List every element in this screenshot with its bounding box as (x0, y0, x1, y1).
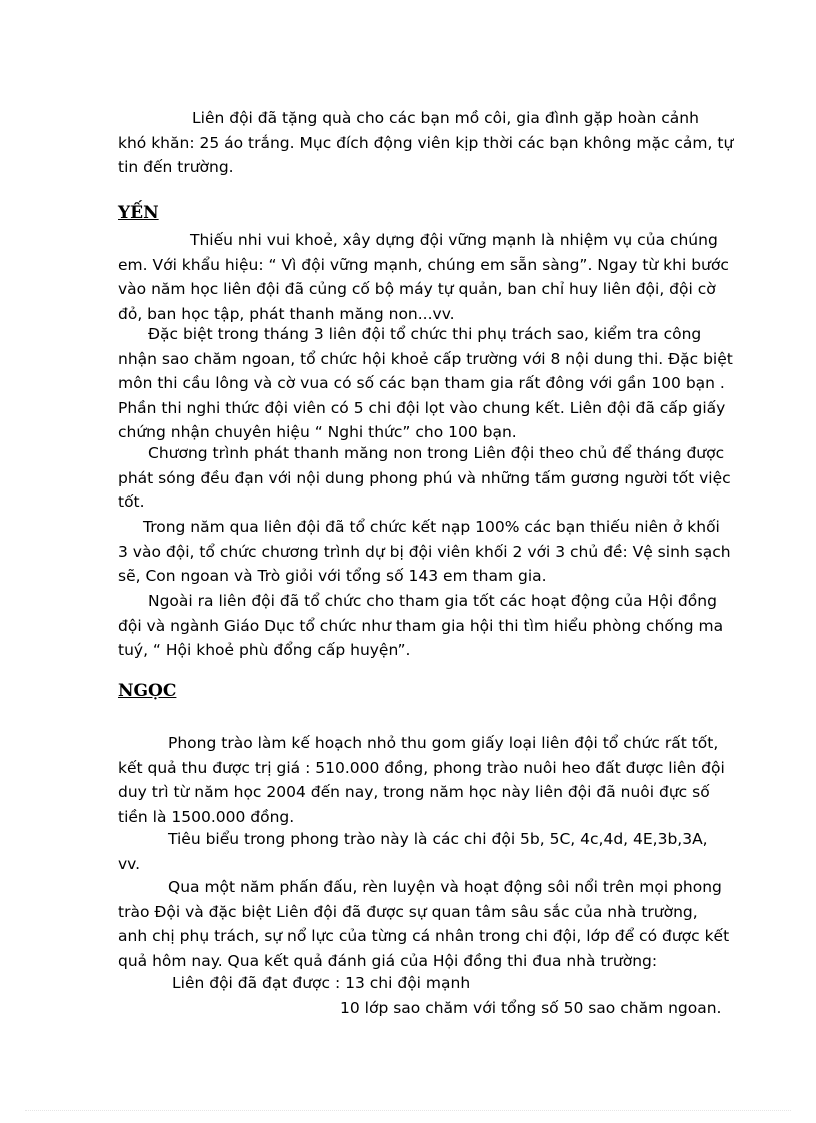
text-line: Qua một năm phấn đấu, rèn luyện và hoạt động sôi nổi trên mọi phong (168, 878, 722, 896)
text-line: nhận sao chăm ngoan, tổ chức hội khoẻ cấp trường với 8 nội dung thi. Đặc biệt (118, 349, 733, 368)
paragraph-yen-activities (118, 322, 733, 445)
text-line: anh chị phụ trách, sự nổ lực của từng cá nhân trong chi đội, lớp để có được kết (118, 927, 730, 945)
paragraph-yen-radio (118, 441, 731, 515)
text-line: đỏ, ban học tập, phát thanh măng non...vv. (118, 304, 455, 323)
section-heading-yen: YẾN (118, 203, 159, 223)
paragraph-ngoc-plan (118, 731, 725, 829)
text-line: Trong năm qua liên đội đã tổ chức kết nạp 100% các bạn thiếu niên ở khối (143, 518, 720, 536)
page-divider (25, 1110, 791, 1111)
text-line: phát sóng đều đạn với nội dung phong phú và những tấm gương người tốt việc (118, 468, 731, 487)
text-line: kết quả thu được trị giá : 510.000 đồng, phong trào nuôi heo đất được liên đội (118, 758, 725, 777)
text-line: em. Với khẩu hiệu: “ Vì đội vững mạnh, chúng em sẵn sàng”. Ngay từ khi bước (118, 255, 729, 274)
result-line: Liên đội đã đạt được : 13 chi đội mạnh (172, 974, 471, 992)
paragraph-yen-other (118, 589, 724, 663)
paragraph-yen-admission (118, 515, 731, 589)
text-line: tuý, “ Hội khoẻ phù đổng cấp huyện”. (118, 641, 411, 659)
text-line: Chương trình phát thanh măng non trong Liên đội theo chủ để tháng được (148, 444, 725, 462)
text-line: chứng nhận chuyên hiệu “ Nghi thức” cho 100 bạn. (118, 423, 517, 441)
text-line: 3 vào đội, tổ chức chương trình dự bị đội viên khối 2 với 3 chủ đề: Vệ sinh sạch (118, 542, 731, 561)
paragraph-yen-intro (118, 228, 729, 326)
text-line: Ngoài ra liên đội đã tổ chức cho tham gia tốt các hoạt động của Hội đồng (148, 592, 717, 610)
text-line: đội và ngành Giáo Dục tổ chức như tham gia hội thi tìm hiểu phòng chống ma (118, 616, 724, 635)
text-line: tiền là 1500.000 đồng. (118, 807, 295, 826)
result-line: 10 lớp sao chăm với tổng số 50 sao chăm ngoan. (340, 998, 722, 1017)
text-line: Thiếu nhi vui khoẻ, xây dựng đội vững mạnh là nhiệm vụ của chúng (190, 231, 718, 249)
text-line: vào năm học liên đội đã củng cố bộ máy tự quản, ban chỉ huy liên đội, đội cờ (118, 280, 716, 298)
text-line: Phong trào làm kế hoạch nhỏ thu gom giấy loại liên đội tổ chức rất tốt, (168, 734, 719, 752)
text-line: Phần thi nghi thức đội viên có 5 chi đội lọt vào chung kết. Liên đội đã cấp giấy (118, 398, 726, 417)
text-line: tin đến trường. (118, 158, 234, 176)
text-line: vv. (118, 854, 141, 873)
text-line: Đặc biệt trong tháng 3 liên đội tổ chức thi phụ trách sao, kiểm tra công (148, 325, 702, 343)
text-line: trào Đội và đặc biệt Liên đội đã được sự quan tâm sâu sắc của nhà trường, (118, 902, 698, 921)
text-line: sẽ, Con ngoan và Trò giỏi với tổng số 143 em tham gia. (118, 567, 547, 585)
text-line: khó khăn: 25 áo trắng. Mục đích động viên kịp thời các bạn không mặc cảm, tự (118, 133, 734, 152)
text-line: Tiêu biểu trong phong trào này là các chi đội 5b, 5C, 4c,4d, 4E,3b,3A, (168, 830, 708, 848)
text-line: Liên đội đã tặng quà cho các bạn mồ côi, gia đình gặp hoàn cảnh (192, 109, 699, 127)
text-line: tốt. (118, 493, 145, 511)
text-line: duy trì từ năm học 2004 đến nay, trong năm học này liên đội đã nuôi đực số (118, 783, 710, 801)
paragraph-ngoc-examples (118, 827, 708, 876)
paragraph-gifts (118, 106, 734, 180)
paragraph-ngoc-summary (118, 875, 730, 973)
text-line: quả hôm nay. Qua kết quả đánh giá của Hội đồng thi đua nhà trường: (118, 951, 658, 970)
paragraph-ngoc-results (118, 971, 722, 1020)
text-line: môn thi cầu lông và cờ vua có số các bạn tham gia rất đông với gần 100 bạn . (118, 374, 725, 392)
section-heading-ngoc: NGỌC (118, 681, 177, 701)
